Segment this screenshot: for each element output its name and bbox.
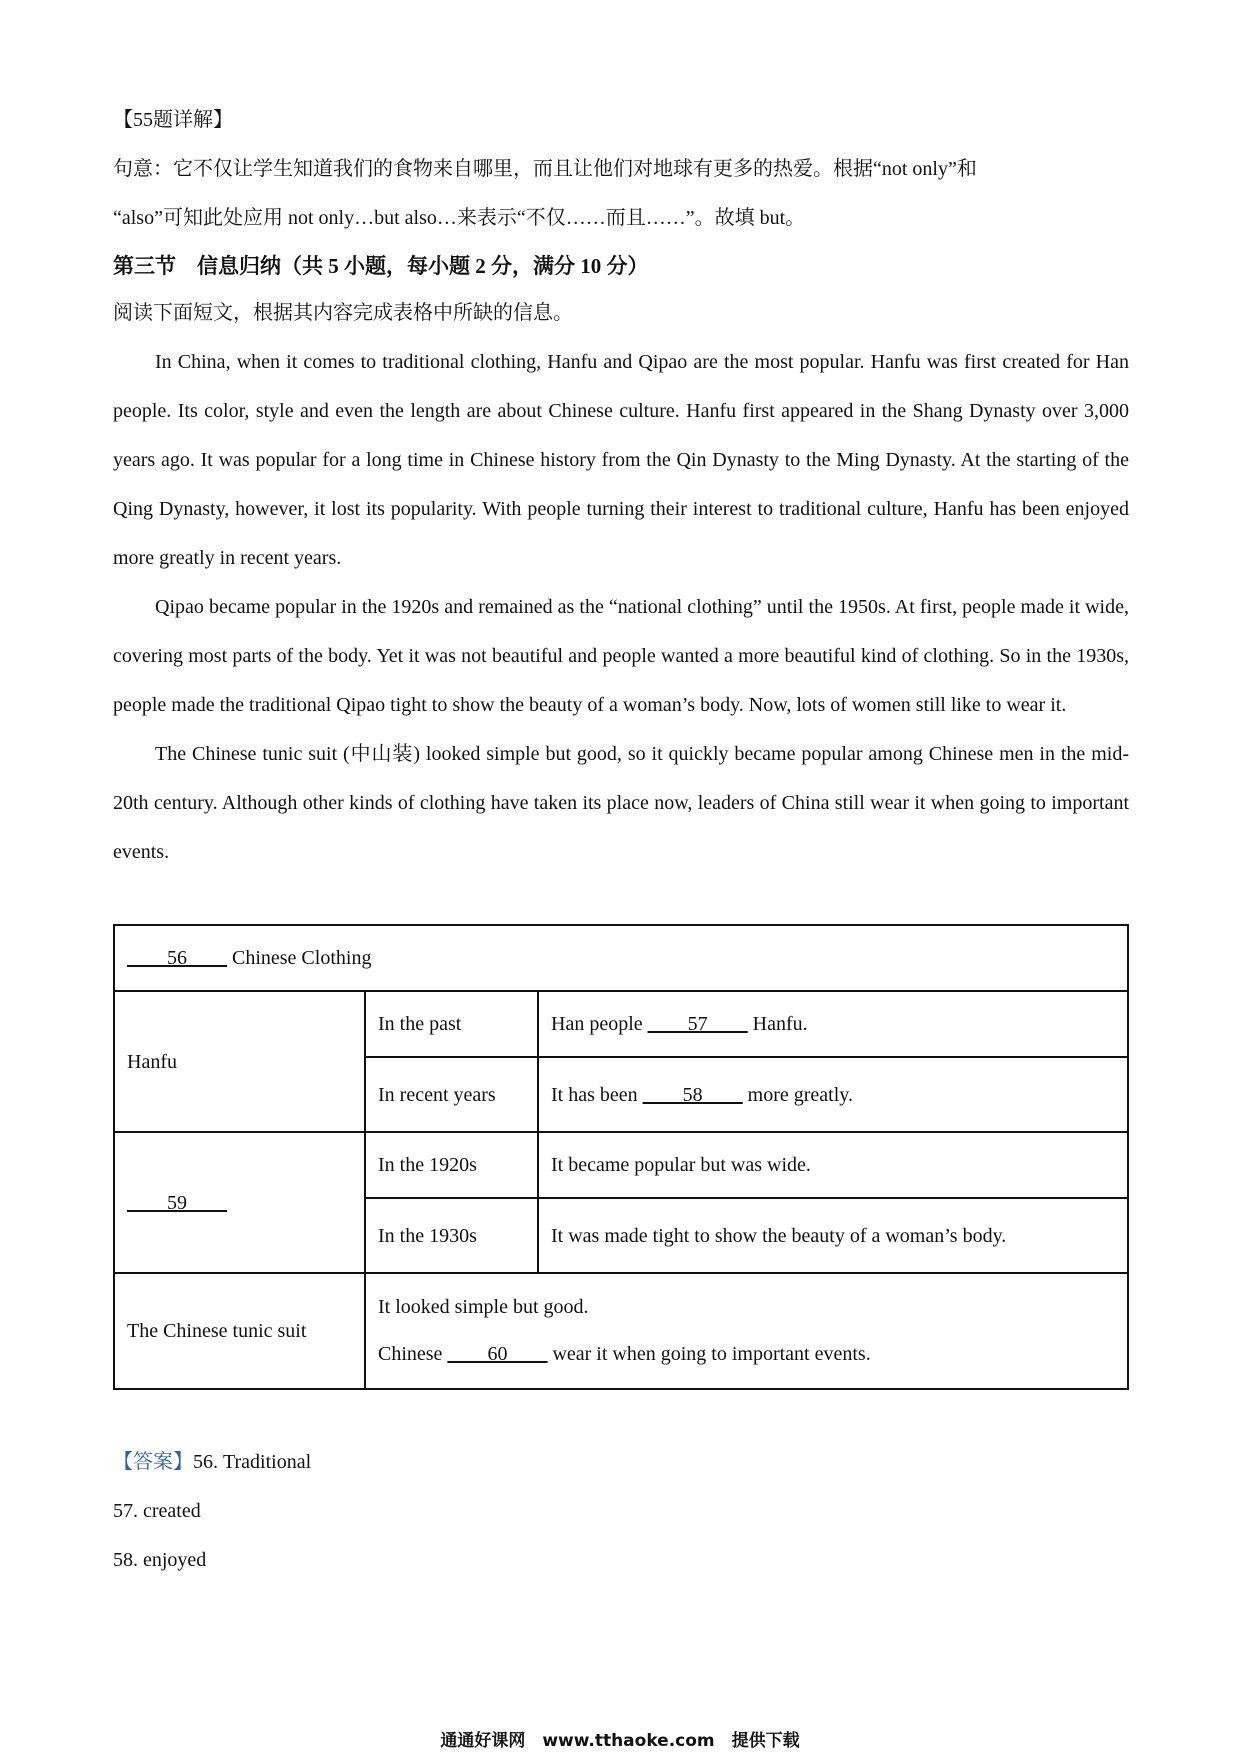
hanfu-recent-cell <box>538 1057 1128 1132</box>
passage-paragraph-2: Qipao became popular in the 1920s and remained as the “national clothing” until the 1950s. At first, people made it wide, covering most parts of the body. Yet it was not beautiful and people wanted a more beautiful kind of clothing. So in the 1930s, people made the traditional Qipao tight to show the beauty of a woman’s body. Now, lots of women still like to wear it. <box>113 596 1129 716</box>
answer-56-line <box>113 1438 311 1487</box>
answers-block <box>113 1438 311 1585</box>
tunic-line2-post: wear it when going to important events. <box>547 1343 871 1365</box>
answer-label: 【答案】 <box>113 1451 193 1473</box>
blank-59[interactable]: ____59____ <box>127 1191 227 1214</box>
table-title-cell <box>114 925 1128 991</box>
answer-58: 58. enjoyed <box>113 1549 207 1571</box>
q55-explanation-line1: 句意：它不仅让学生知道我们的食物来自哪里，而且让他们对地球有更多的热爱。根据“not only”和 <box>113 158 977 180</box>
table-row <box>114 1273 1128 1389</box>
q55-explanation-line2: “also”可知此处应用 not only…but also…来表示“不仅……而且……”。故填 but。 <box>113 207 806 229</box>
hanfu-recent-post: more greatly. <box>742 1083 853 1106</box>
table-row <box>114 1132 1128 1198</box>
hanfu-past-post: Hanfu. <box>747 1013 808 1035</box>
hanfu-past-cell <box>538 991 1128 1057</box>
blank-60[interactable]: ____60____ <box>447 1343 548 1365</box>
section-title: 第三节 信息归纳（共 5 小题，每小题 2 分，满分 10 分） <box>113 254 649 278</box>
hanfu-past-label: In the past <box>365 991 538 1057</box>
qipao-1930s-text: It was made tight to show the beauty of a woman’s body. <box>538 1198 1128 1273</box>
info-table <box>113 924 1129 1390</box>
answer-56: 56. Traditional <box>193 1451 312 1473</box>
table-title-row <box>114 925 1128 991</box>
answer-57: 57. created <box>113 1500 201 1522</box>
tunic-line1: It looked simple but good. <box>378 1296 589 1318</box>
hanfu-recent-label: In recent years <box>365 1057 538 1132</box>
tunic-line2-pre: Chinese <box>378 1343 448 1365</box>
hanfu-recent-pre: It has been <box>551 1083 643 1106</box>
q55-heading: 【55题详解】 <box>113 109 233 131</box>
hanfu-past-pre: Han people <box>551 1013 648 1035</box>
tunic-label: The Chinese tunic suit <box>114 1273 365 1389</box>
table-title-text: Chinese Clothing <box>227 947 372 969</box>
qipao-1920s-label: In the 1920s <box>365 1132 538 1198</box>
tunic-line2 <box>378 1331 1115 1378</box>
qipao-1930s-label: In the 1930s <box>365 1198 538 1273</box>
passage-paragraph-1: In China, when it comes to traditional clothing, Hanfu and Qipao are the most popular. Hanfu was first created for Han people. Its color, style and even the length are about Chinese culture. Hanfu first appeared in the Shang Dynasty over 3,000 years ago. It was popular for a long time in Chinese history from the Qin Dynasty to the Ming Dynasty. At the starting of the Qing Dynasty, however, it lost its popularity. With people turning their interest to traditional culture, Hanfu has been enjoyed more greatly in recent years. <box>113 351 1129 569</box>
passage-paragraph-3: The Chinese tunic suit (中山装) looked simple but good, so it quickly became popular among Chinese men in the mid-20th century. Although other kinds of clothing have taken its place now, leaders of China still wear it when going to important events. <box>113 743 1129 863</box>
section-instruction: 阅读下面短文，根据其内容完成表格中所缺的信息。 <box>113 302 573 324</box>
table-row <box>114 991 1128 1057</box>
blank-58[interactable]: ____58____ <box>642 1083 743 1106</box>
hanfu-label: Hanfu <box>114 991 365 1132</box>
qipao-1920s-text: It became popular but was wide. <box>538 1132 1128 1198</box>
tunic-cell <box>365 1273 1128 1389</box>
qipao-cell <box>114 1132 365 1273</box>
blank-56[interactable]: ____56____ <box>127 947 227 969</box>
footer-watermark: 通通好课网 www.tthaoke.com 提供下载 <box>440 1731 800 1751</box>
blank-57[interactable]: ____57____ <box>647 1013 748 1035</box>
document-page <box>113 96 1129 877</box>
